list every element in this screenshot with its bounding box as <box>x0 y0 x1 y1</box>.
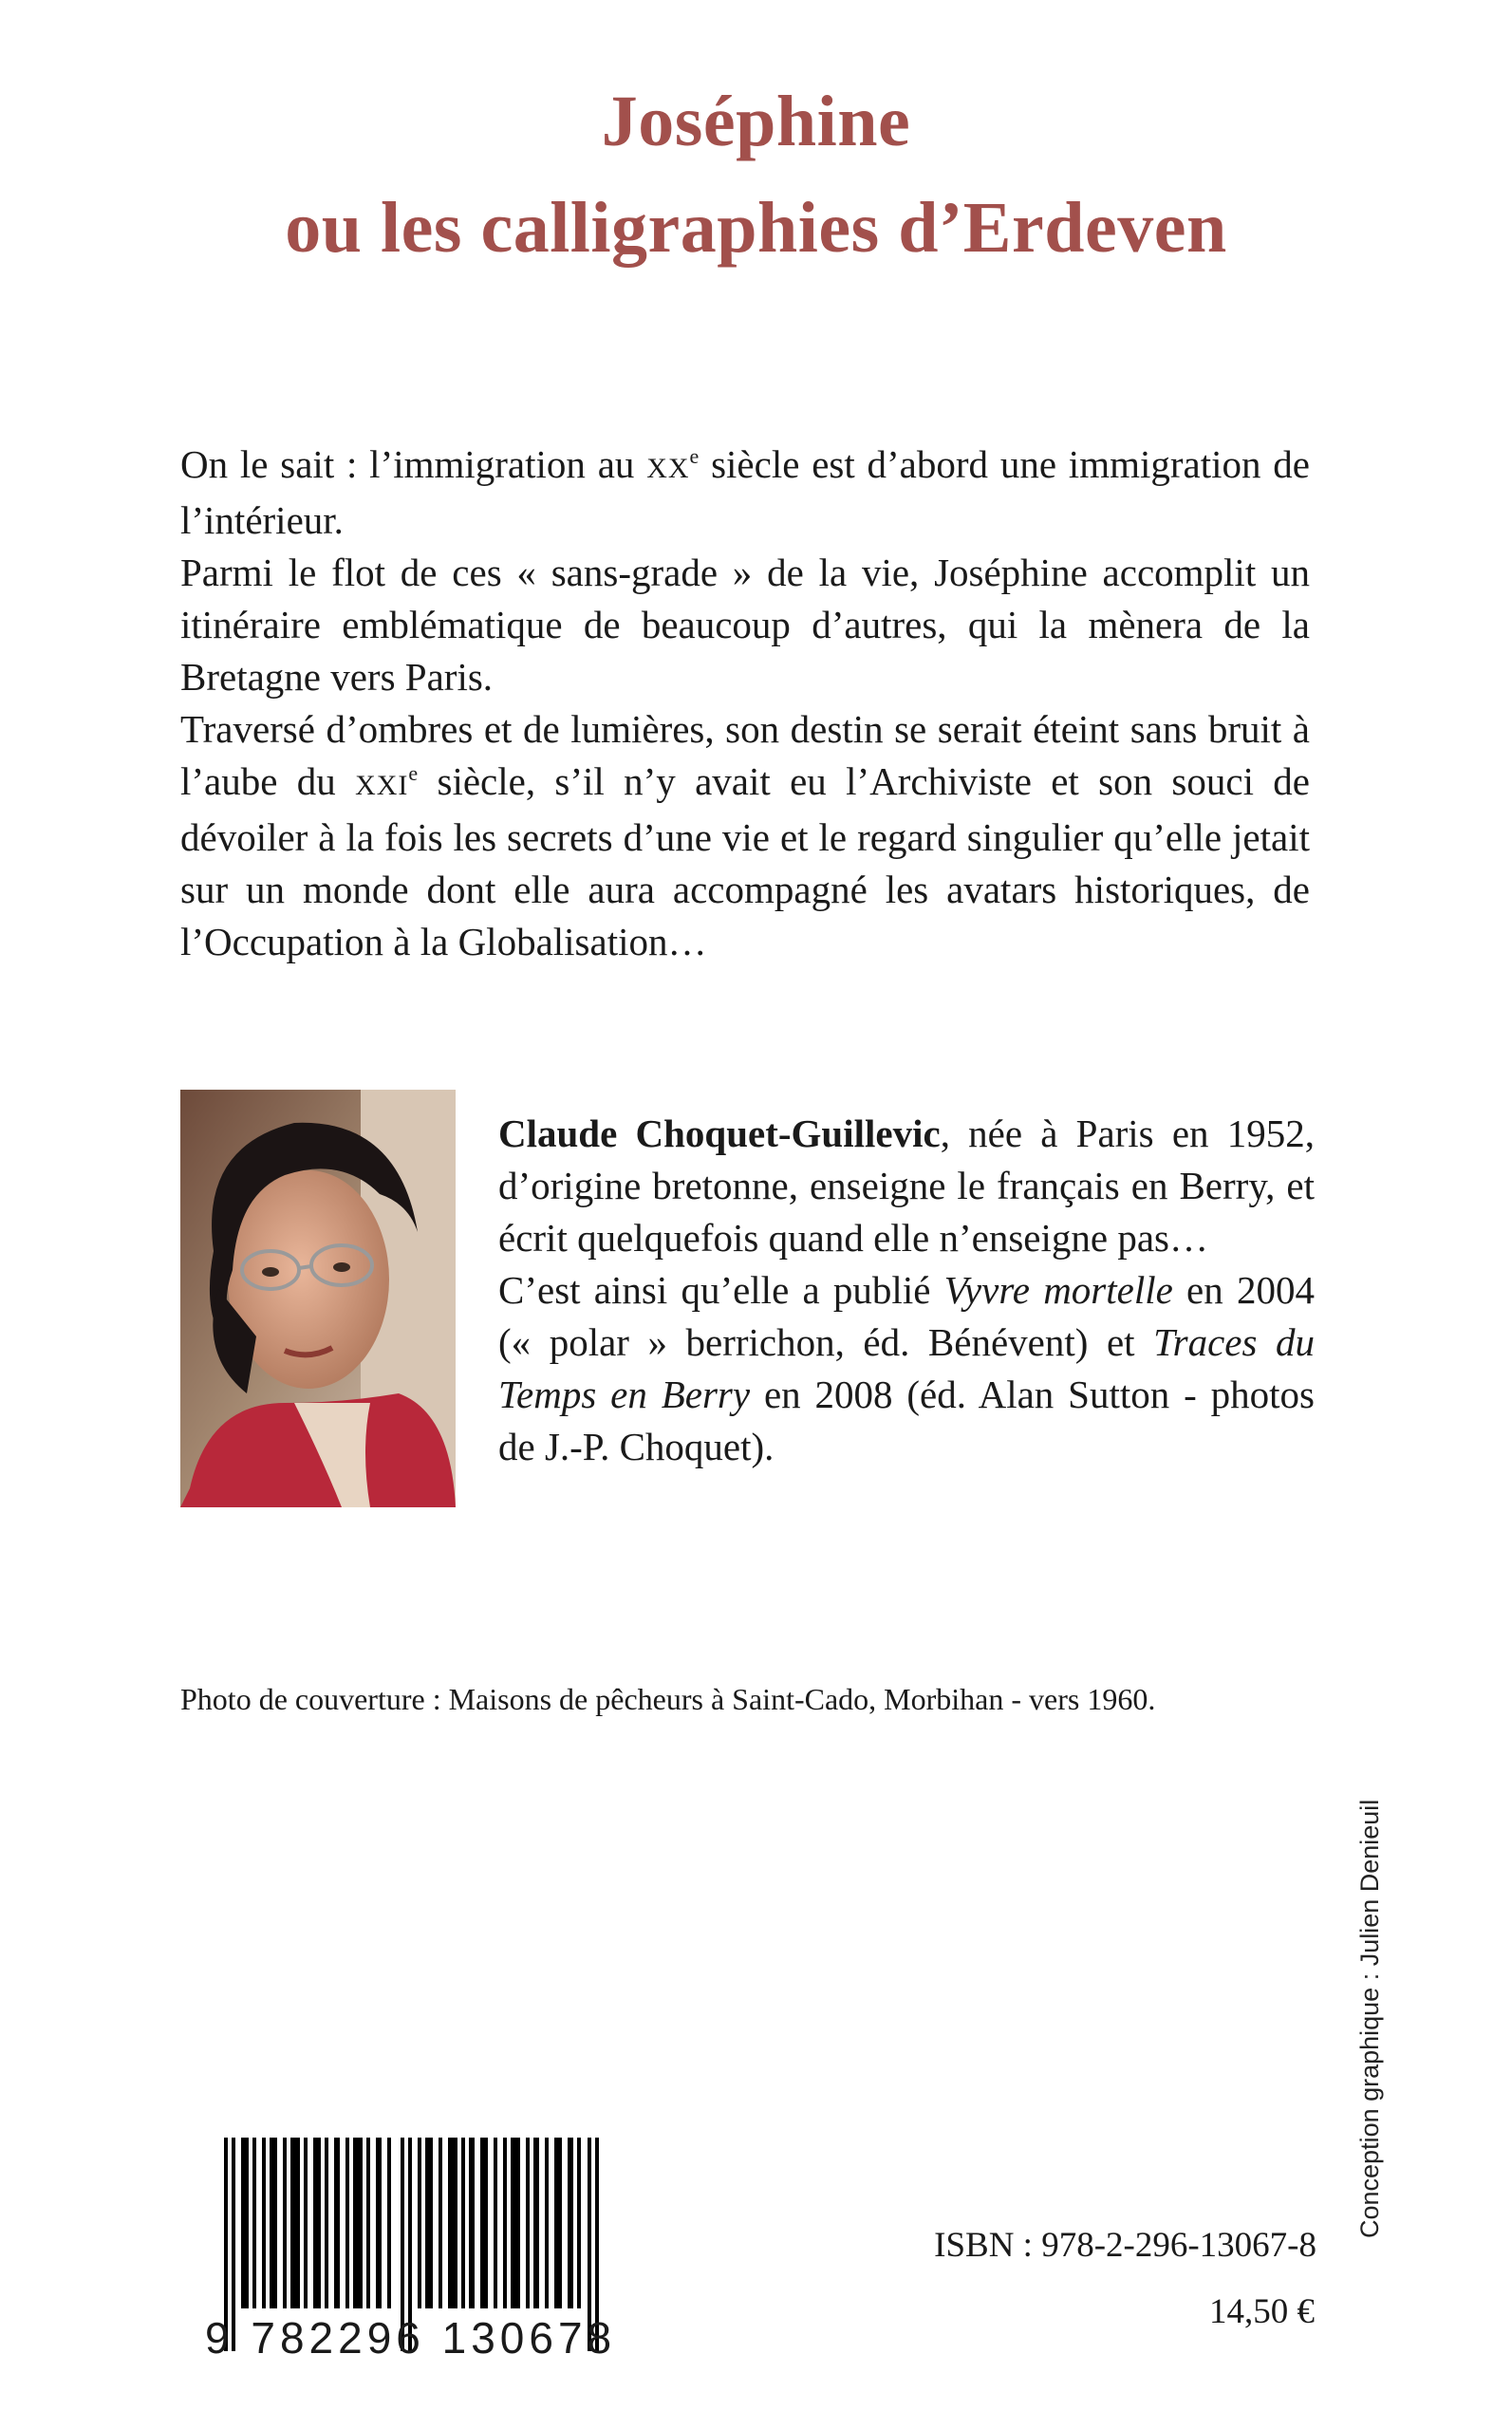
century-numeral: XXI <box>355 770 409 801</box>
blurb-text: siècle, s’il n’y avait eu l’Archiviste et son souci de dévoiler à la fois les secrets d’une vie et le regard singulier qu’elle jetait sur un monde dont elle aura accompagné les avatars historiques, de l’Occupation à la Globalisation… <box>180 759 1310 963</box>
book-title <box>0 68 1512 281</box>
blurb-text: siècle est d’abord une immigration de l’intérieur. <box>180 442 1310 542</box>
blurb-paragraph-1 <box>180 439 1310 547</box>
title-line-2: ou les calligraphies d’Erdeven <box>285 188 1227 268</box>
author-photo <box>180 1090 456 1507</box>
author-bio <box>498 1108 1315 1473</box>
isbn: ISBN : 978-2-296-13067-8 <box>934 2226 1316 2265</box>
blurb-paragraph-3 <box>180 703 1310 968</box>
back-cover-blurb <box>180 439 1310 968</box>
bio-paragraph-1 <box>498 1108 1315 1264</box>
bio-text: , née à Paris en 1952, d’origine bretonne, enseigne le français en Berry, et écrit quelquefois quand elle n’enseigne pas… <box>498 1112 1315 1260</box>
blurb-text: On le sait : l’immigration au <box>180 442 647 486</box>
century-numeral: XX <box>646 453 690 484</box>
barcode-digits: 9 782296 130678 <box>205 2313 617 2363</box>
design-credit: Conception graphique : Julien Denieuil <box>1355 1799 1384 2238</box>
bio-text: en 2004 (« polar » berrichon, éd. Bénévent) et <box>498 1268 1315 1364</box>
book-title-traces: Traces du Temps en Berry <box>498 1320 1315 1416</box>
cover-photo-credit: Photo de couverture : Maisons de pêcheurs à Saint-Cado, Morbihan - vers 1960. <box>180 1682 1156 1716</box>
century-superscript: e <box>408 761 419 785</box>
author-name: Claude Choquet-Guillevic <box>498 1112 941 1155</box>
bio-text: en 2008 (éd. Alan Sutton - photos de J.-P. Choquet). <box>498 1373 1315 1468</box>
blurb-paragraph-2: Parmi le flot de ces « sans-grade » de la vie, Joséphine accomplit un itinéraire emblématique de beaucoup d’autres, qui la mènera de la Bretagne vers Paris. <box>180 551 1310 699</box>
bio-text: C’est ainsi qu’elle a publié <box>498 1268 944 1312</box>
blurb-text: Traversé d’ombres et de lumières, son destin se serait éteint sans bruit à l’aube du <box>180 707 1310 803</box>
bio-paragraph-2 <box>498 1264 1315 1473</box>
price: 14,50 € <box>1209 2292 1315 2331</box>
author-portrait-image <box>180 1090 456 1507</box>
century-superscript: e <box>689 444 700 468</box>
book-title-vyvre: Vyvre mortelle <box>943 1268 1173 1312</box>
title-line-1: Joséphine <box>601 82 911 161</box>
